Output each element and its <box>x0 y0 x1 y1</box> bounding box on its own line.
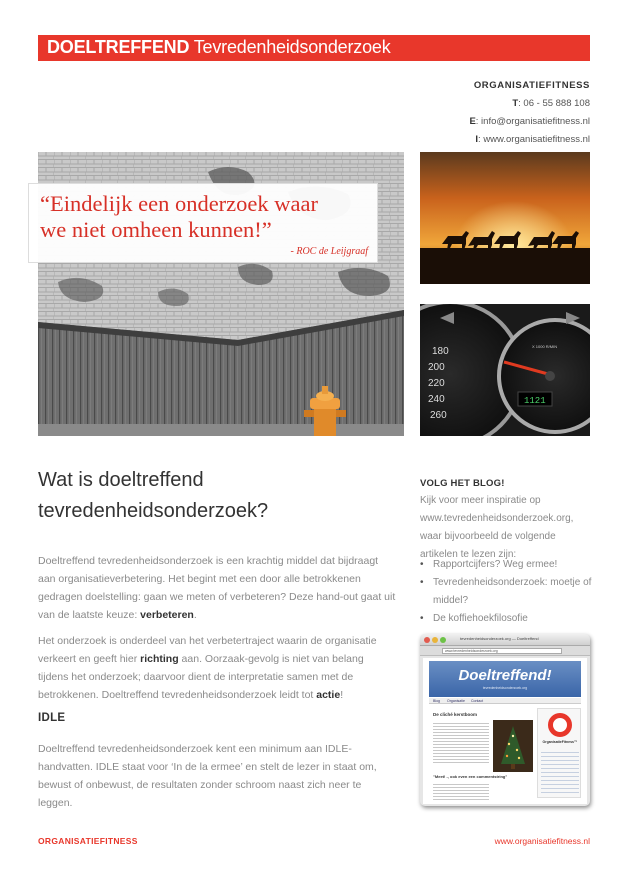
ss-tagline: tevredenheidsonderzoek.org <box>482 686 528 690</box>
gauge-display: 1121 <box>524 396 546 406</box>
contact-org: ORGANISATIEFITNESS <box>473 80 590 91</box>
ss-url-bar: www.tevredenheidsonderzoek.org <box>442 648 562 654</box>
contact-phone <box>469 95 590 113</box>
quote-line-2: we niet omheen kunnen!” <box>40 217 272 242</box>
document-title <box>47 37 391 58</box>
ss-titlebar <box>420 634 590 646</box>
speedometer-photo <box>420 304 590 436</box>
footer-org: ORGANISATIEFITNESS <box>38 836 138 846</box>
email-value: : info@organisatiefitness.nl <box>475 116 590 127</box>
p1-bold: verbeteren <box>140 609 194 621</box>
ss-zoom-dot <box>440 637 446 643</box>
p1-end: . <box>193 609 197 621</box>
p2-bold-1: richting <box>140 653 179 665</box>
ss-sidebar-links <box>541 749 579 795</box>
ss-banner <box>429 661 581 697</box>
web-label: I <box>475 134 479 145</box>
quote-line-1: “Eindelijk een onderzoek waar <box>40 191 318 216</box>
sunset-horses-illustration <box>420 152 590 284</box>
footer-website: www.organisatiefitness.nl <box>494 836 590 846</box>
paragraph-1 <box>38 552 396 624</box>
ss-close-dot <box>424 637 430 643</box>
speed-tick: 180 <box>432 346 449 357</box>
ss-minimize-dot <box>432 637 438 643</box>
blog-article-list <box>420 556 595 628</box>
organisatiefitness-logo-icon <box>548 713 572 737</box>
ss-nav-item: Contact <box>471 699 484 703</box>
phone-value: : 06 - 55 888 108 <box>518 98 590 109</box>
ss-logo-text: OrganisatieFitness™ <box>542 740 578 744</box>
rpm-label: X 1000 R/MIN <box>532 344 558 349</box>
article-title <box>38 465 268 527</box>
ss-nav-item: Blog <box>433 699 441 703</box>
email-label: E <box>469 116 476 127</box>
sunset-horses-photo <box>420 152 590 284</box>
article-title-line-2: tevredenheidsonderzoek? <box>38 500 269 522</box>
ss-window-title: tevredenheidsonderzoek.org — Doeltreffend <box>460 636 539 641</box>
quote-text <box>40 191 318 243</box>
christmas-tree-icon <box>493 720 533 772</box>
ss-brand: Doeltreffend! <box>458 667 552 684</box>
web-value: : www.organisatiefitness.nl <box>478 134 590 145</box>
blog-list-item: • Rapportcijfers? Weg ermee! <box>420 556 595 574</box>
ss-post-title: De cliché kerstboom <box>433 712 478 717</box>
quote-box <box>28 183 378 263</box>
speed-tick: 200 <box>428 362 445 373</box>
title-rest: Tevredenheidsonderzoek <box>193 37 391 57</box>
title-bold: DOELTREFFEND <box>47 37 190 57</box>
contact-email <box>469 113 590 131</box>
ss-page <box>423 658 587 804</box>
website-screenshot <box>420 634 590 806</box>
header-bar <box>38 35 590 61</box>
p2-bold-2: actie <box>316 689 341 701</box>
p2-mid: aan. Oorzaak-gevolg is niet van belang tijdens het onderzoek; daarvoor dient de interpretatie samen met de betrokkenen. Doeltreffend tevredenheidsonderzoek leidt tot <box>38 653 364 701</box>
p2-end: ! <box>340 689 344 701</box>
blog-intro: Kijk voor meer inspiratie op www.tevredenheidsonderzoek.org, waar bijvoorbeeld de volgende artikelen te lezen zijn: <box>420 495 574 560</box>
ss-post-title-2: "Meet! -, ook even een commentstring" <box>433 774 508 779</box>
speedometer-illustration <box>420 304 590 436</box>
blog-list-item: • De koffiehoekfilosofie <box>420 610 595 628</box>
speed-tick: 260 <box>430 410 447 421</box>
contact-block <box>469 77 590 149</box>
christmas-tree-image <box>493 720 533 772</box>
ss-post-text-2 <box>433 782 489 800</box>
ss-nav-item: Organisatie <box>447 699 465 703</box>
ss-sidebar <box>537 708 581 798</box>
quote-attribution: - ROC de Leijgraaf <box>290 246 368 257</box>
paragraph-2 <box>38 632 396 704</box>
article-title-line-1: Wat is doeltreffend <box>38 469 204 491</box>
ss-nav <box>429 698 581 704</box>
blog-heading: VOLG HET BLOG! <box>420 478 505 489</box>
phone-label: T <box>512 98 519 109</box>
p1-text: Doeltreffend tevredenheidsonderzoek is een krachtig middel dat bijdraagt aan organisatieverbetering. Het begint met een door alle betrokkenen gedragen doelstelling: gaan we meten of verbeteren? Deze hand-out gaat uit van de laatste keuze: <box>38 555 396 621</box>
speed-tick: 240 <box>428 394 445 405</box>
ss-post-text <box>433 721 489 763</box>
contact-web <box>469 131 590 149</box>
blog-list-item: • Tevredenheidsonderzoek: moetje of middel? <box>420 574 595 610</box>
idle-heading: IDLE <box>38 712 66 724</box>
p2-text: Het onderzoek is onderdeel van het verbetertraject waarin de organisatie verkeert en geeft hier <box>38 635 377 665</box>
speed-tick: 220 <box>428 378 445 389</box>
ss-toolbar <box>420 646 590 656</box>
paragraph-3: Doeltreffend tevredenheidsonderzoek kent een minimum aan IDLE-handvatten. IDLE staat voor ‘In de la ermee’ en stelt de lezer in staat om, bewust of onbewust, de resultaten zonder schroom naast zich neer te leggen. <box>38 743 377 809</box>
